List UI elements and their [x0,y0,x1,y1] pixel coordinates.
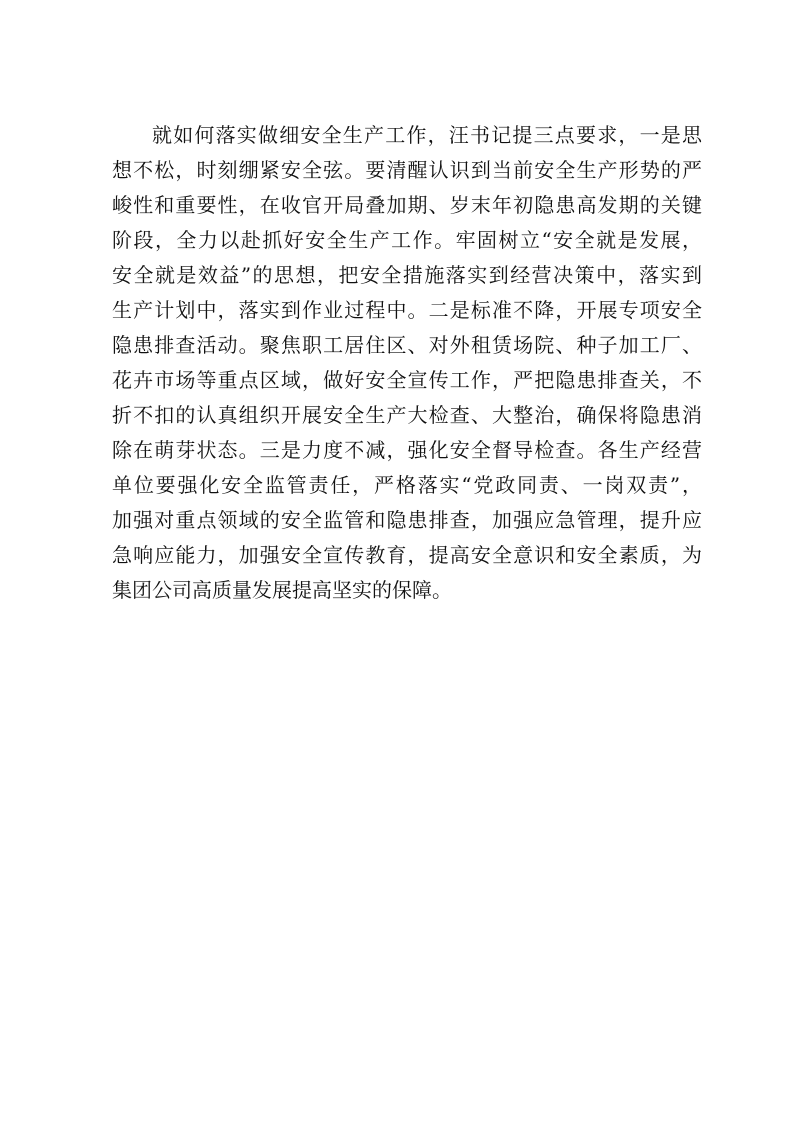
paragraph-line: 峻性和重要性，在收官开局叠加期、岁末年初隐患高发期的关键 [112,193,702,217]
paragraph-line-last: 集团公司高质量发展提高坚实的保障。 [112,578,452,602]
paragraph-line: 除在萌芽状态。三是力度不减，强化安全督导检查。各生产经营 [112,438,702,462]
paragraph-line: 就如何落实做细安全生产工作，汪书记提三点要求，一是思 [152,123,702,147]
paragraph-line: 想不松，时刻绷紧安全弦。要清醒认识到当前安全生产形势的严 [112,158,702,182]
paragraph-line: 急响应能力，加强安全宣传教育，提高安全意识和安全素质，为 [112,543,702,567]
paragraph-line: 加强对重点领域的安全监管和隐患排查，加强应急管理，提升应 [112,508,702,532]
paragraph-line: 生产计划中，落实到作业过程中。二是标准不降，开展专项安全 [112,298,702,322]
body-paragraph [112,118,702,608]
paragraph-line: 阶段，全力以赴抓好安全生产工作。牢固树立“安全就是发展， [112,228,702,252]
paragraph-line: 隐患排查活动。聚焦职工居住区、对外租赁场院、种子加工厂、 [112,333,702,357]
paragraph-line: 安全就是效益”的思想，把安全措施落实到经营决策中，落实到 [112,263,702,287]
paragraph-line: 折不扣的认真组织开展安全生产大检查、大整治，确保将隐患消 [112,403,702,427]
paragraph-line: 单位要强化安全监管责任，严格落实“党政同责、一岗双责”， [112,473,702,497]
paragraph-line: 花卉市场等重点区域，做好安全宣传工作，严把隐患排查关，不 [112,368,702,392]
